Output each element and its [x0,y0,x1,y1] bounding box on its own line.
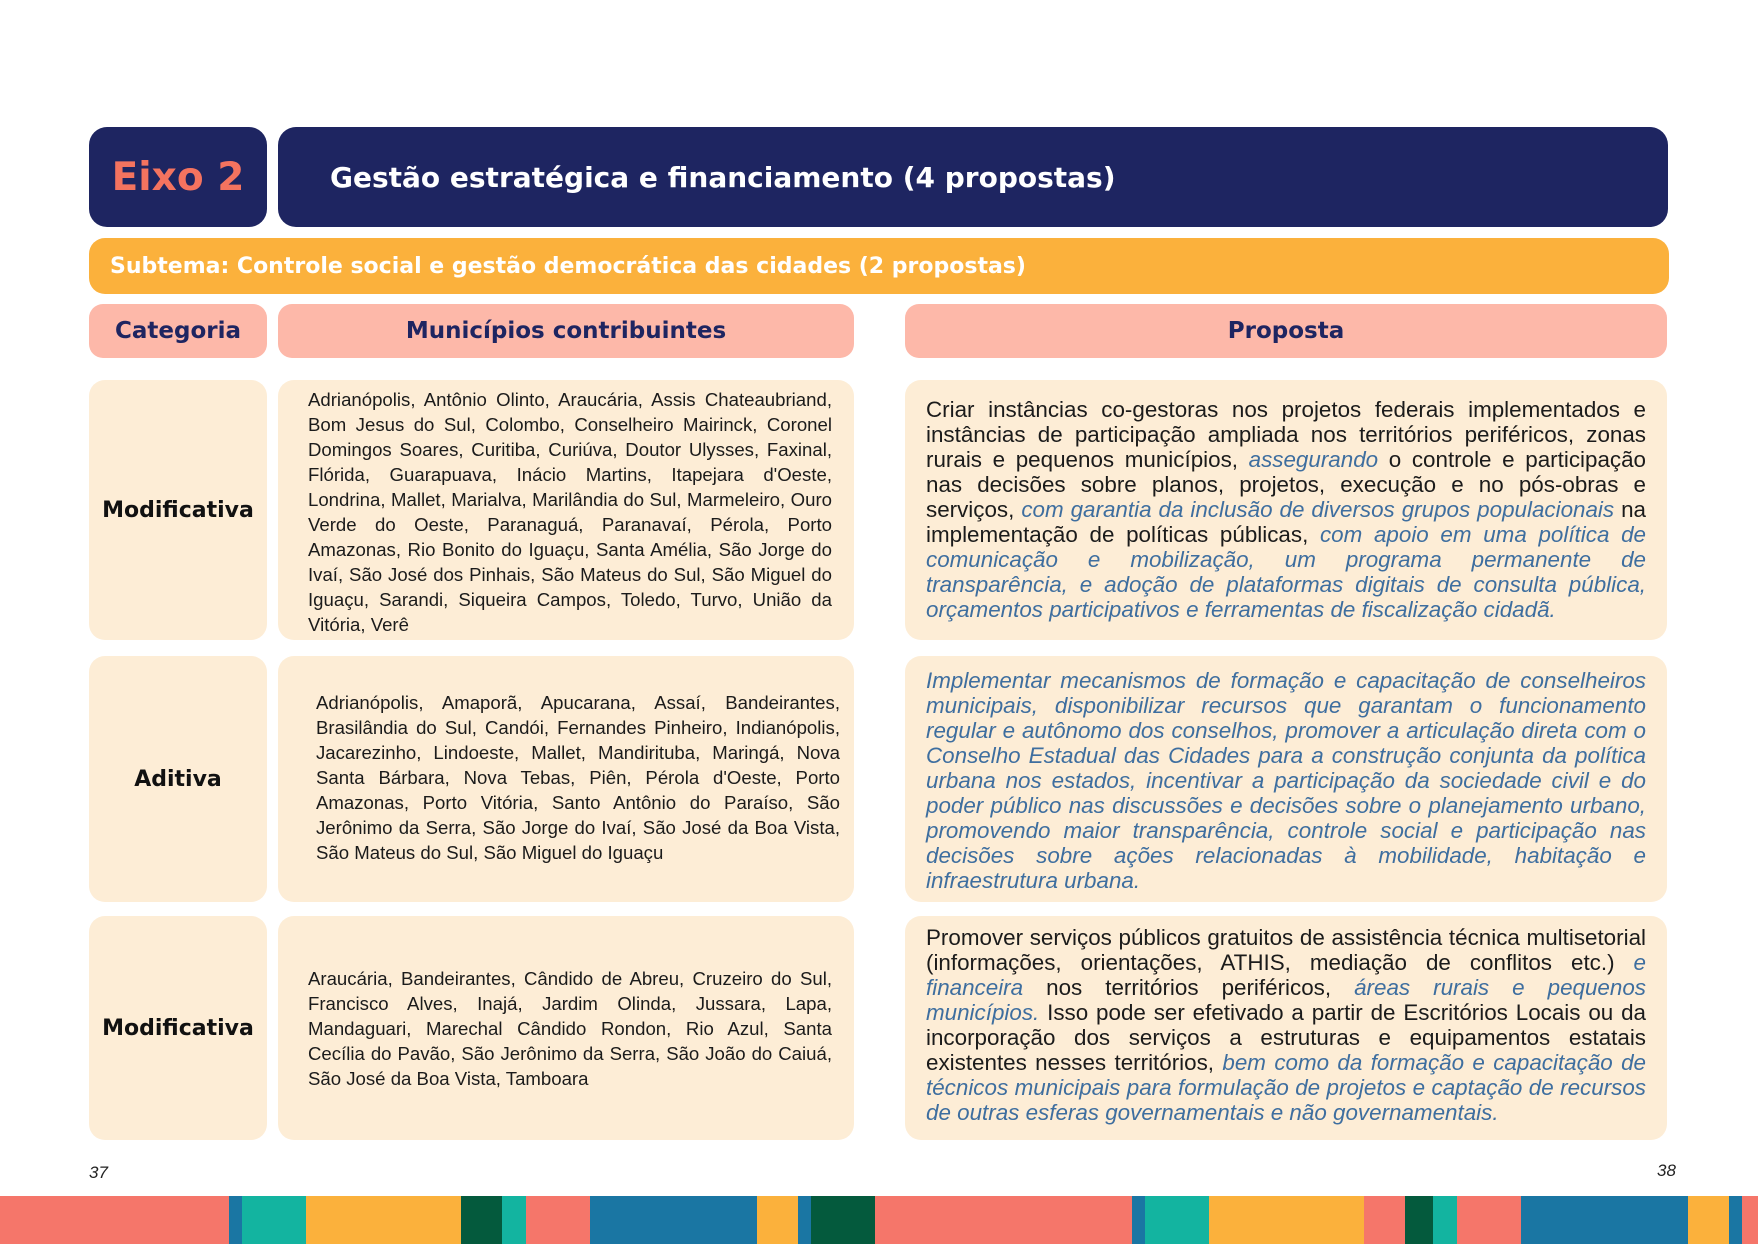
page-title: Gestão estratégica e financiamento (4 propostas) [330,160,1116,194]
proposal-text: Implementar mecanismos de formação e capacitação de conselheiros municipais, disponibilizar recursos que garantam o funcionamento regular e autônomo dos conselhos, promover a articulação direta com o Conselho Estadual das Cidades para a construção conjunta da política urbana nos estados, incentivar a participação da sociedade civil e do poder público nas discussões e decisões sobre o planejamento urbano, promovendo maior transparência, controle social e participação nas decisões sobre ações relacionadas à mobilidade, habitação e infraestrutura urbana. [926,668,1646,893]
stripe-segment [1364,1196,1405,1244]
header-proposta [905,304,1667,358]
subtema-title: Subtema: Controle social e gestão democrática das cidades (2 propostas) [110,253,1026,279]
table-row-category-cell [89,656,267,902]
stripe-segment [757,1196,798,1244]
municipalities-text: Adrianópolis, Amaporã, Apucarana, Assaí, Bandeirantes, Brasilândia do Sul, Candói, Fernandes Pinheiro, Indianópolis, Jacarezinho, Lindoeste, Mallet, Mandirituba, Maringá, Nova Santa Bárbara, Nova Tebas, Piên, Pérola d'Oeste, Porto Amazonas, Porto Vitória, Santo Antônio do Paraíso, São Jerônimo da Serra, São Jorge do Ivaí, São José da Boa Vista, São Mateus do Sul, São Miguel do Iguaçu [316,692,840,863]
stripe-segment [1209,1196,1364,1244]
stripe-segment [1457,1196,1521,1244]
page-number-right: 38 [1657,1161,1676,1180]
subtema-bar [89,238,1669,294]
municipalities-cell [278,916,854,1140]
title-bar [278,127,1668,227]
header-proposta-label: Proposta [1227,318,1345,344]
stripe-segment [526,1196,590,1244]
category-label: Aditiva [134,766,222,792]
header-municipios [278,304,854,358]
table-row-category-cell [89,916,267,1140]
header-municipios-label: Municípios contribuintes [405,318,727,344]
stripe-segment [1688,1196,1729,1244]
municipalities-cell [278,656,854,902]
stripe-segment [242,1196,306,1244]
category-label: Modificativa [102,497,254,523]
stripe-segment [1742,1196,1758,1244]
proposal-cell [905,656,1667,902]
stripe-segment [798,1196,811,1244]
stripe-segment [1145,1196,1209,1244]
stripe-segment [461,1196,502,1244]
table-row-category-cell [89,380,267,640]
stripe-segment [1433,1196,1457,1244]
stripe-segment [502,1196,526,1244]
axis-badge [89,127,267,227]
axis-label: Eixo 2 [111,154,245,200]
stripe-segment [811,1196,875,1244]
proposal-text: Promover serviços públicos gratuitos de assistência técnica multisetorial (informações, orientações, ATHIS, mediação de conflitos etc.) e financeira nos territórios periféricos, áreas rurais e pequenos municípios. Isso pode ser efetivado a partir de Escritórios Locais ou da incorporação dos serviços a estruturas e equipamentos estatais existentes nesses territórios, bem como da formação e capacitação de técnicos municipais para formulação de projetos e captação de recursos de outras esferas governamentais e não governamentais. [926,925,1646,1125]
proposal-text: Criar instâncias co-gestoras nos projetos federais implementados e instâncias de participação ampliada nos territórios periféricos, zonas rurais e pequenos municípios, assegurando o controle e participação nas decisões sobre planos, projetos, execução e no pós-obras e serviços, com garantia da inclusão de diversos grupos populacionais na implementação de políticas públicas, com apoio em uma política de comunicação e mobilização, um programa permanente de transparência, e adoção de plataformas digitais de consulta pública, orçamentos participativos e ferramentas de fiscalização cidadã. [926,397,1646,622]
municipalities-text: Adrianópolis, Antônio Olinto, Araucária, Assis Chateaubriand, Bom Jesus do Sul, Colombo, Conselheiro Mairinck, Coronel Domingos Soares, Curitiba, Curiúva, Doutor Ulysses, Faxinal, Flórida, Guarapuava, Inácio Martins, Itapejara d'Oeste, Londrina, Mallet, Marialva, Marilândia do Sul, Marmeleiro, Ouro Verde do Oeste, Paranaguá, Paranavaí, Pérola, Porto Amazonas, Rio Bonito do Iguaçu, Santa Amélia, São Jorge do Ivaí, São José dos Pinhais, São Mateus do Sul, São Miguel do Iguaçu, Sarandi, Siqueira Campos, Toledo, Turvo, União da Vitória, Verê [308,389,832,635]
proposal-cell [905,380,1667,640]
footer-color-stripe [0,1196,1758,1244]
page-number-left: 37 [89,1163,108,1182]
header-categoria-label: Categoria [114,318,241,344]
stripe-segment [1521,1196,1688,1244]
stripe-segment [229,1196,242,1244]
stripe-segment [1729,1196,1742,1244]
stripe-segment [306,1196,461,1244]
header-categoria [89,304,267,358]
stripe-segment [875,1196,1132,1244]
stripe-segment [1132,1196,1145,1244]
stripe-segment [590,1196,757,1244]
municipalities-cell [278,380,854,640]
municipalities-text: Araucária, Bandeirantes, Cândido de Abreu, Cruzeiro do Sul, Francisco Alves, Inajá, Jardim Olinda, Jussara, Lapa, Mandaguari, Marechal Cândido Rondon, Rio Azul, Santa Cecília do Pavão, São Jerônimo da Serra, São João do Caiuá, São José da Boa Vista, Tamboara [308,968,832,1089]
stripe-segment [0,1196,229,1244]
category-label: Modificativa [102,1015,254,1041]
proposal-cell [905,916,1667,1140]
stripe-segment [1405,1196,1433,1244]
